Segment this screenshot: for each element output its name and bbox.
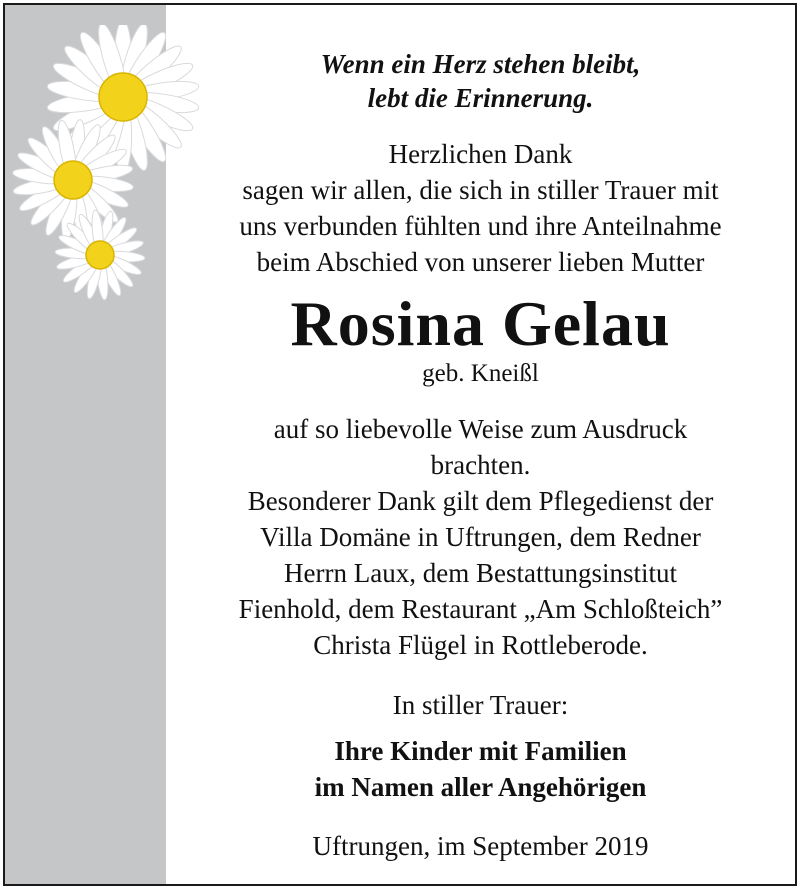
thanks-line: uns verbunden fühlten und ihre Anteilnahme — [239, 211, 722, 241]
acknowledgement-line: auf so liebevolle Weise zum Ausdruck — [273, 414, 688, 444]
notice-content — [166, 5, 795, 884]
family-line: Ihre Kinder mit Familien — [334, 736, 627, 766]
place-date: Uftrungen, im September 2019 — [312, 831, 649, 861]
thanks-line: Herzlichen Dank — [388, 139, 573, 169]
daisy-3 — [55, 210, 146, 301]
family-signature — [166, 733, 795, 805]
deceased-name: Rosina Gelau — [290, 288, 671, 359]
family-line: im Namen aller Angehörigen — [314, 772, 647, 802]
acknowledgement-line: Villa Domäne in Uftrungen, dem Redner — [260, 522, 701, 552]
thanks-paragraph — [166, 136, 795, 280]
thanks-line: sagen wir allen, die sich in stiller Trauer mit — [242, 175, 719, 205]
acknowledgement-line: Christa Flügel in Rottleberode. — [313, 630, 648, 660]
obituary-notice — [3, 3, 797, 886]
acknowledgement-line: Fienhold, dem Restaurant „Am Schloßteich” — [238, 594, 723, 624]
maiden-name: geb. Kneißl — [422, 360, 539, 387]
thanks-line: beim Abschied von unserer lieben Mutter — [256, 247, 705, 277]
acknowledgement-line: Herrn Laux, dem Bestattungsinstitut — [284, 558, 677, 588]
acknowledgement-line: brachten. — [430, 450, 531, 480]
grief-label: In stiller Trauer: — [392, 690, 569, 720]
acknowledgement-paragraph — [166, 411, 795, 663]
motto — [166, 47, 795, 115]
motto-line: lebt die Erinnerung. — [367, 83, 594, 113]
acknowledgement-line: Besonderer Dank gilt dem Pflegedienst der — [247, 486, 714, 516]
motto-line: Wenn ein Herz stehen bleibt, — [320, 49, 641, 79]
